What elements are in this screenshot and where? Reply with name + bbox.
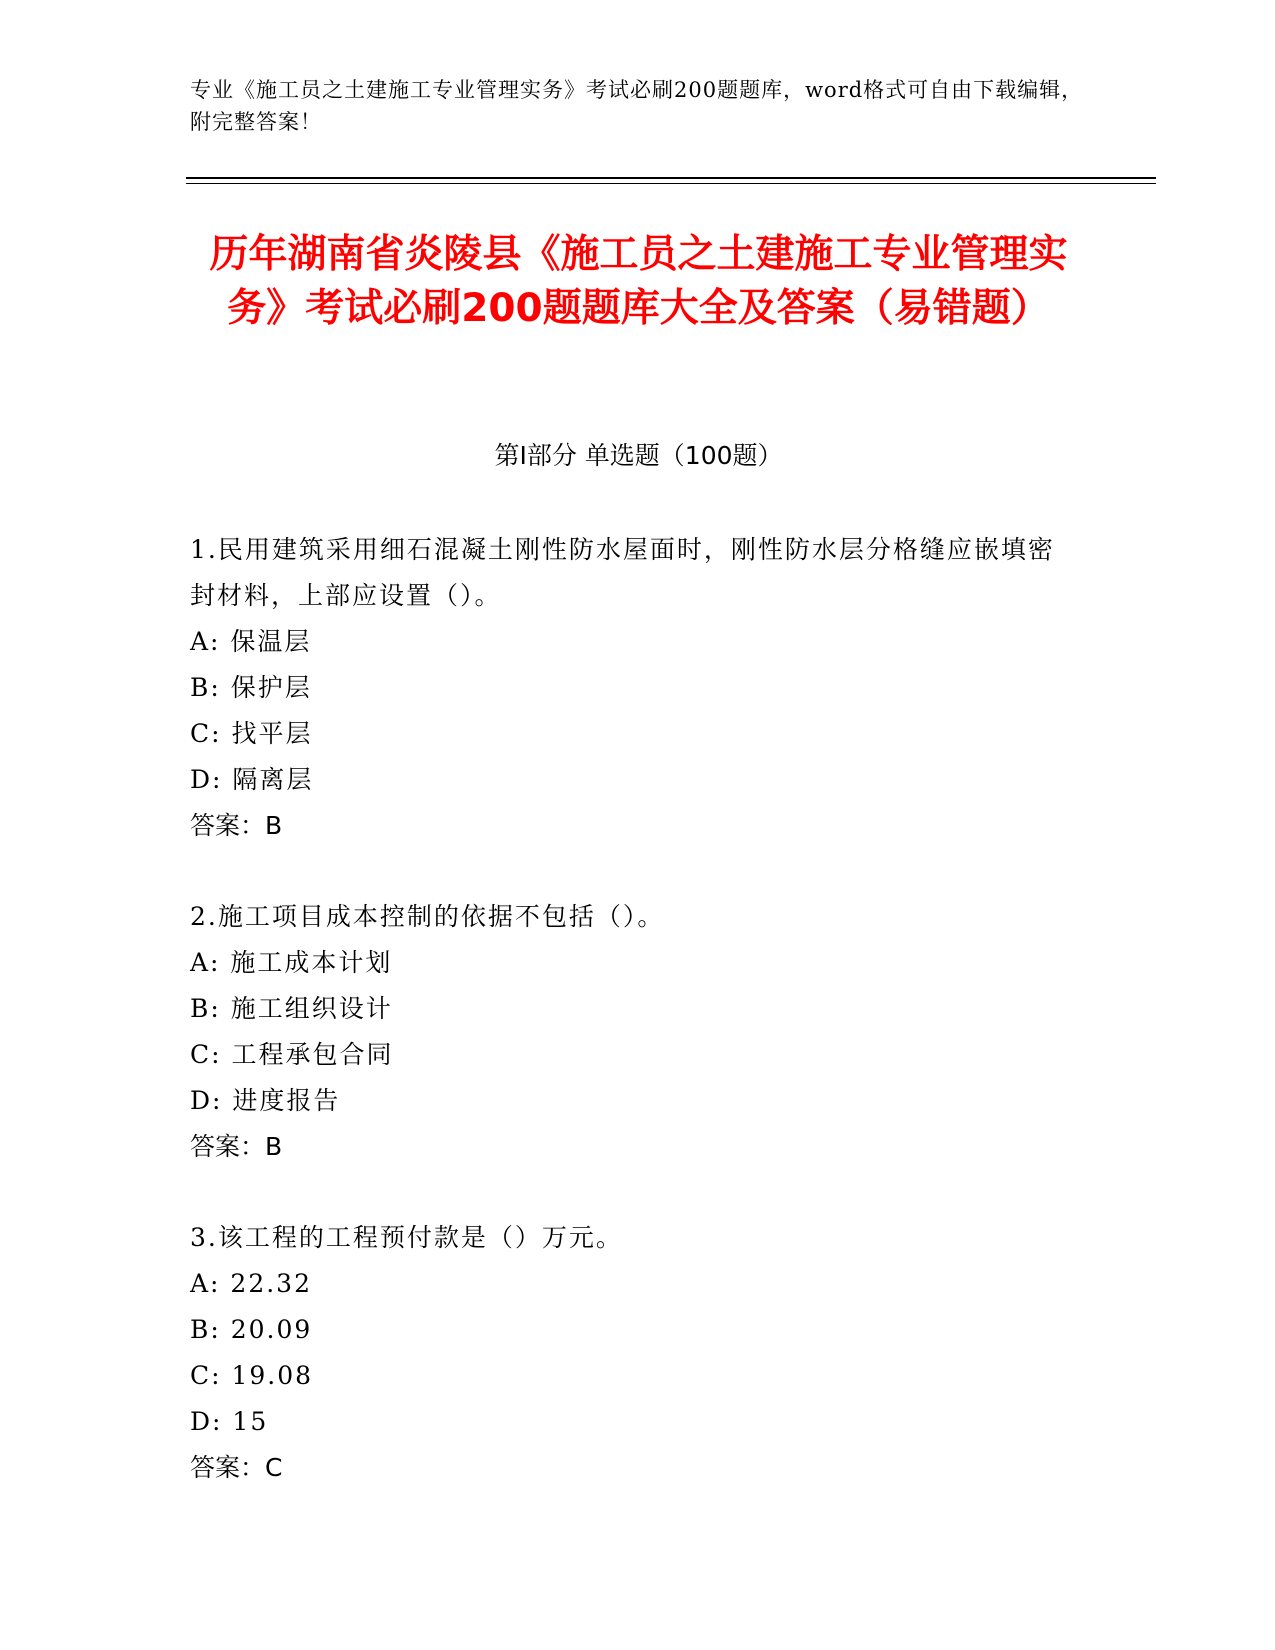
option-a: A: 施工成本计划 xyxy=(190,948,393,977)
question-1 xyxy=(190,527,1070,849)
question-list xyxy=(190,527,1070,1536)
question-2 xyxy=(190,894,1070,1170)
question-stem: 3.该工程的工程预付款是（）万元。 xyxy=(190,1223,623,1252)
option-c: C: 19.08 xyxy=(190,1361,314,1390)
option-b: B: 施工组织设计 xyxy=(190,994,393,1023)
header-note: 专业《施工员之土建施工专业管理实务》考试必刷200题题库，word格式可自由下载编辑，附完整答案！ xyxy=(190,78,1084,134)
option-c: C: 工程承包合同 xyxy=(190,1040,394,1069)
question-stem: 1.民用建筑采用细石混凝土刚性防水屋面时，刚性防水层分格缝应嵌填密封材料，上部应设置（）。 xyxy=(190,535,1055,610)
answer: 答案：B xyxy=(190,1132,283,1161)
header-rule-thick xyxy=(186,177,1156,179)
option-c: C: 找平层 xyxy=(190,719,313,748)
question-3 xyxy=(190,1215,1070,1491)
part-heading: 第Ⅰ部分 单选题（100题） xyxy=(494,441,783,470)
header-rule-thin xyxy=(186,183,1156,184)
answer: 答案：C xyxy=(190,1453,283,1482)
question-stem: 2.施工项目成本控制的依据不包括（）。 xyxy=(190,902,665,931)
option-d: D: 进度报告 xyxy=(190,1086,341,1115)
option-d: D: 15 xyxy=(190,1407,269,1436)
answer: 答案：B xyxy=(190,811,283,840)
option-a: A: 保温层 xyxy=(190,627,312,656)
option-a: A: 22.32 xyxy=(190,1269,312,1298)
option-d: D: 隔离层 xyxy=(190,765,314,794)
option-b: B: 20.09 xyxy=(190,1315,313,1344)
option-b: B: 保护层 xyxy=(190,673,312,702)
document-title: 历年湖南省炎陵县《施工员之土建施工专业管理实务》考试必刷200题题库大全及答案（易错题） xyxy=(209,232,1068,331)
